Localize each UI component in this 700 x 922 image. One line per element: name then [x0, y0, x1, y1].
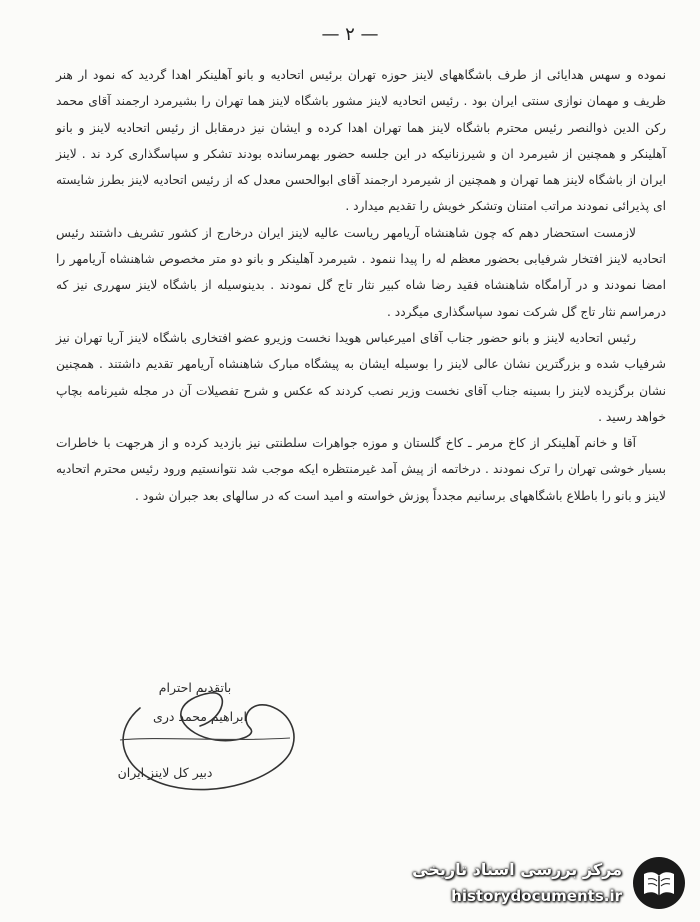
watermark [410, 854, 692, 916]
page-number: — ۲ — [321, 24, 379, 45]
paragraph-4: آقا و خانم آهلینکر از کاخ مرمر ـ کاخ گلستان و موزه جواهرات سلطنتی نیز بازدید کرده و از هرجهت با خاطرات بسیار خوشی تهران را ترک نمودند . درخاتمه از پیش آمد غیرمنتظره ایکه موجب شد نتوانستیم ورود رئیس محترم اتحادیه لاینز و بانو را باطلاع باشگاههای برسانیم مجدداً پوزش خواسته و امید است که در سالهای بعد جبران شود . [56, 436, 666, 503]
signature-mark [100, 678, 310, 798]
watermark-url: historydocuments.ir [451, 887, 622, 905]
letter-body [56, 62, 666, 509]
watermark-title: مرکز بررسی اسناد تاریخی [412, 860, 622, 879]
paragraph-3: رئیس اتحادیه لاینز و بانو حضور جناب آقای امیرعباس هویدا نخست وزیرو عضو افتخاری باشگاه لاینز آریا تهران نیز شرفیاب شده و بزرگترین نشان عالی لاینز را بوسیله ایشان به پیشگاه مبارک شاهنشاه آریامهر تقدیم داشتند . همچنین نشان برگزیده لاینز را بسینه جناب آقای نخست وزیر نصب کردند که عکس و شرح تفصیلات آن در مجله شیرنامه بچاپ خواهد رسید . [56, 330, 666, 424]
closing-organization: دبیر کل لاینز ایران [117, 765, 213, 780]
closing-signer: ابراهیم محمد دری [153, 709, 247, 724]
book-icon [630, 854, 688, 912]
paragraph-2: لازمست استحضار دهم که چون شاهنشاه آریامهر ریاست عالیه لاینز ایران درخارج از کشور تشریف داشتند رئیس اتحادیه لاینز افتخار شرفیابی بحضور معظم له را پیدا ننمود . شیرمرد آهلینکر و بانو دو متر مخصوص شاهنشاه آریامهر را امضا نمودند و در آرامگاه شاهنشاه فقید رضا شاه کبیر نثار تاج گل نمودند . بدینوسیله از باشگاه لاینز سهرری نیز که درمراسم نثار تاج گل شرکت نمود سپاسگذاری میگردد . [56, 225, 666, 319]
closing-regards: باتقدیم احترام [158, 680, 232, 695]
paragraph-1: نموده و سهس هدایائی از طرف باشگاههای لاینز حوزه تهران برئیس اتحادیه و بانو آهلینکر اهدا گردید که نمود ار هنر ظریف و مهمان نوازی سنتی ایران بود . رئیس اتحادیه لاینز مشور باشگاه لاینز هما تهران را بشیرمرد ارجمند آقای محمد رکن الدین ذوالنصر رئیس محترم باشگاه لاینز هما تهران اهدا کرده و ایشان نیز درمقابل از رئیس اتحادیه لاینز و بانو آهلینکر و همچنین از شیرمرد ان و شیرزنانیکه در این جلسه حضور بهمرسانده بودند تشکر و سپاسگذاری کرد ند . لاینز ایران از باشگاه لاینز هما تهران و همچنین از شیرمرد ارجمند آقای ابوالحسن معدل که از رئیس اتحادیه لاینز بطرز شایسته ای پذیرائی نمودند مراتب امتنان وتشکر خویش را تقدیم میدارد . [56, 68, 666, 214]
